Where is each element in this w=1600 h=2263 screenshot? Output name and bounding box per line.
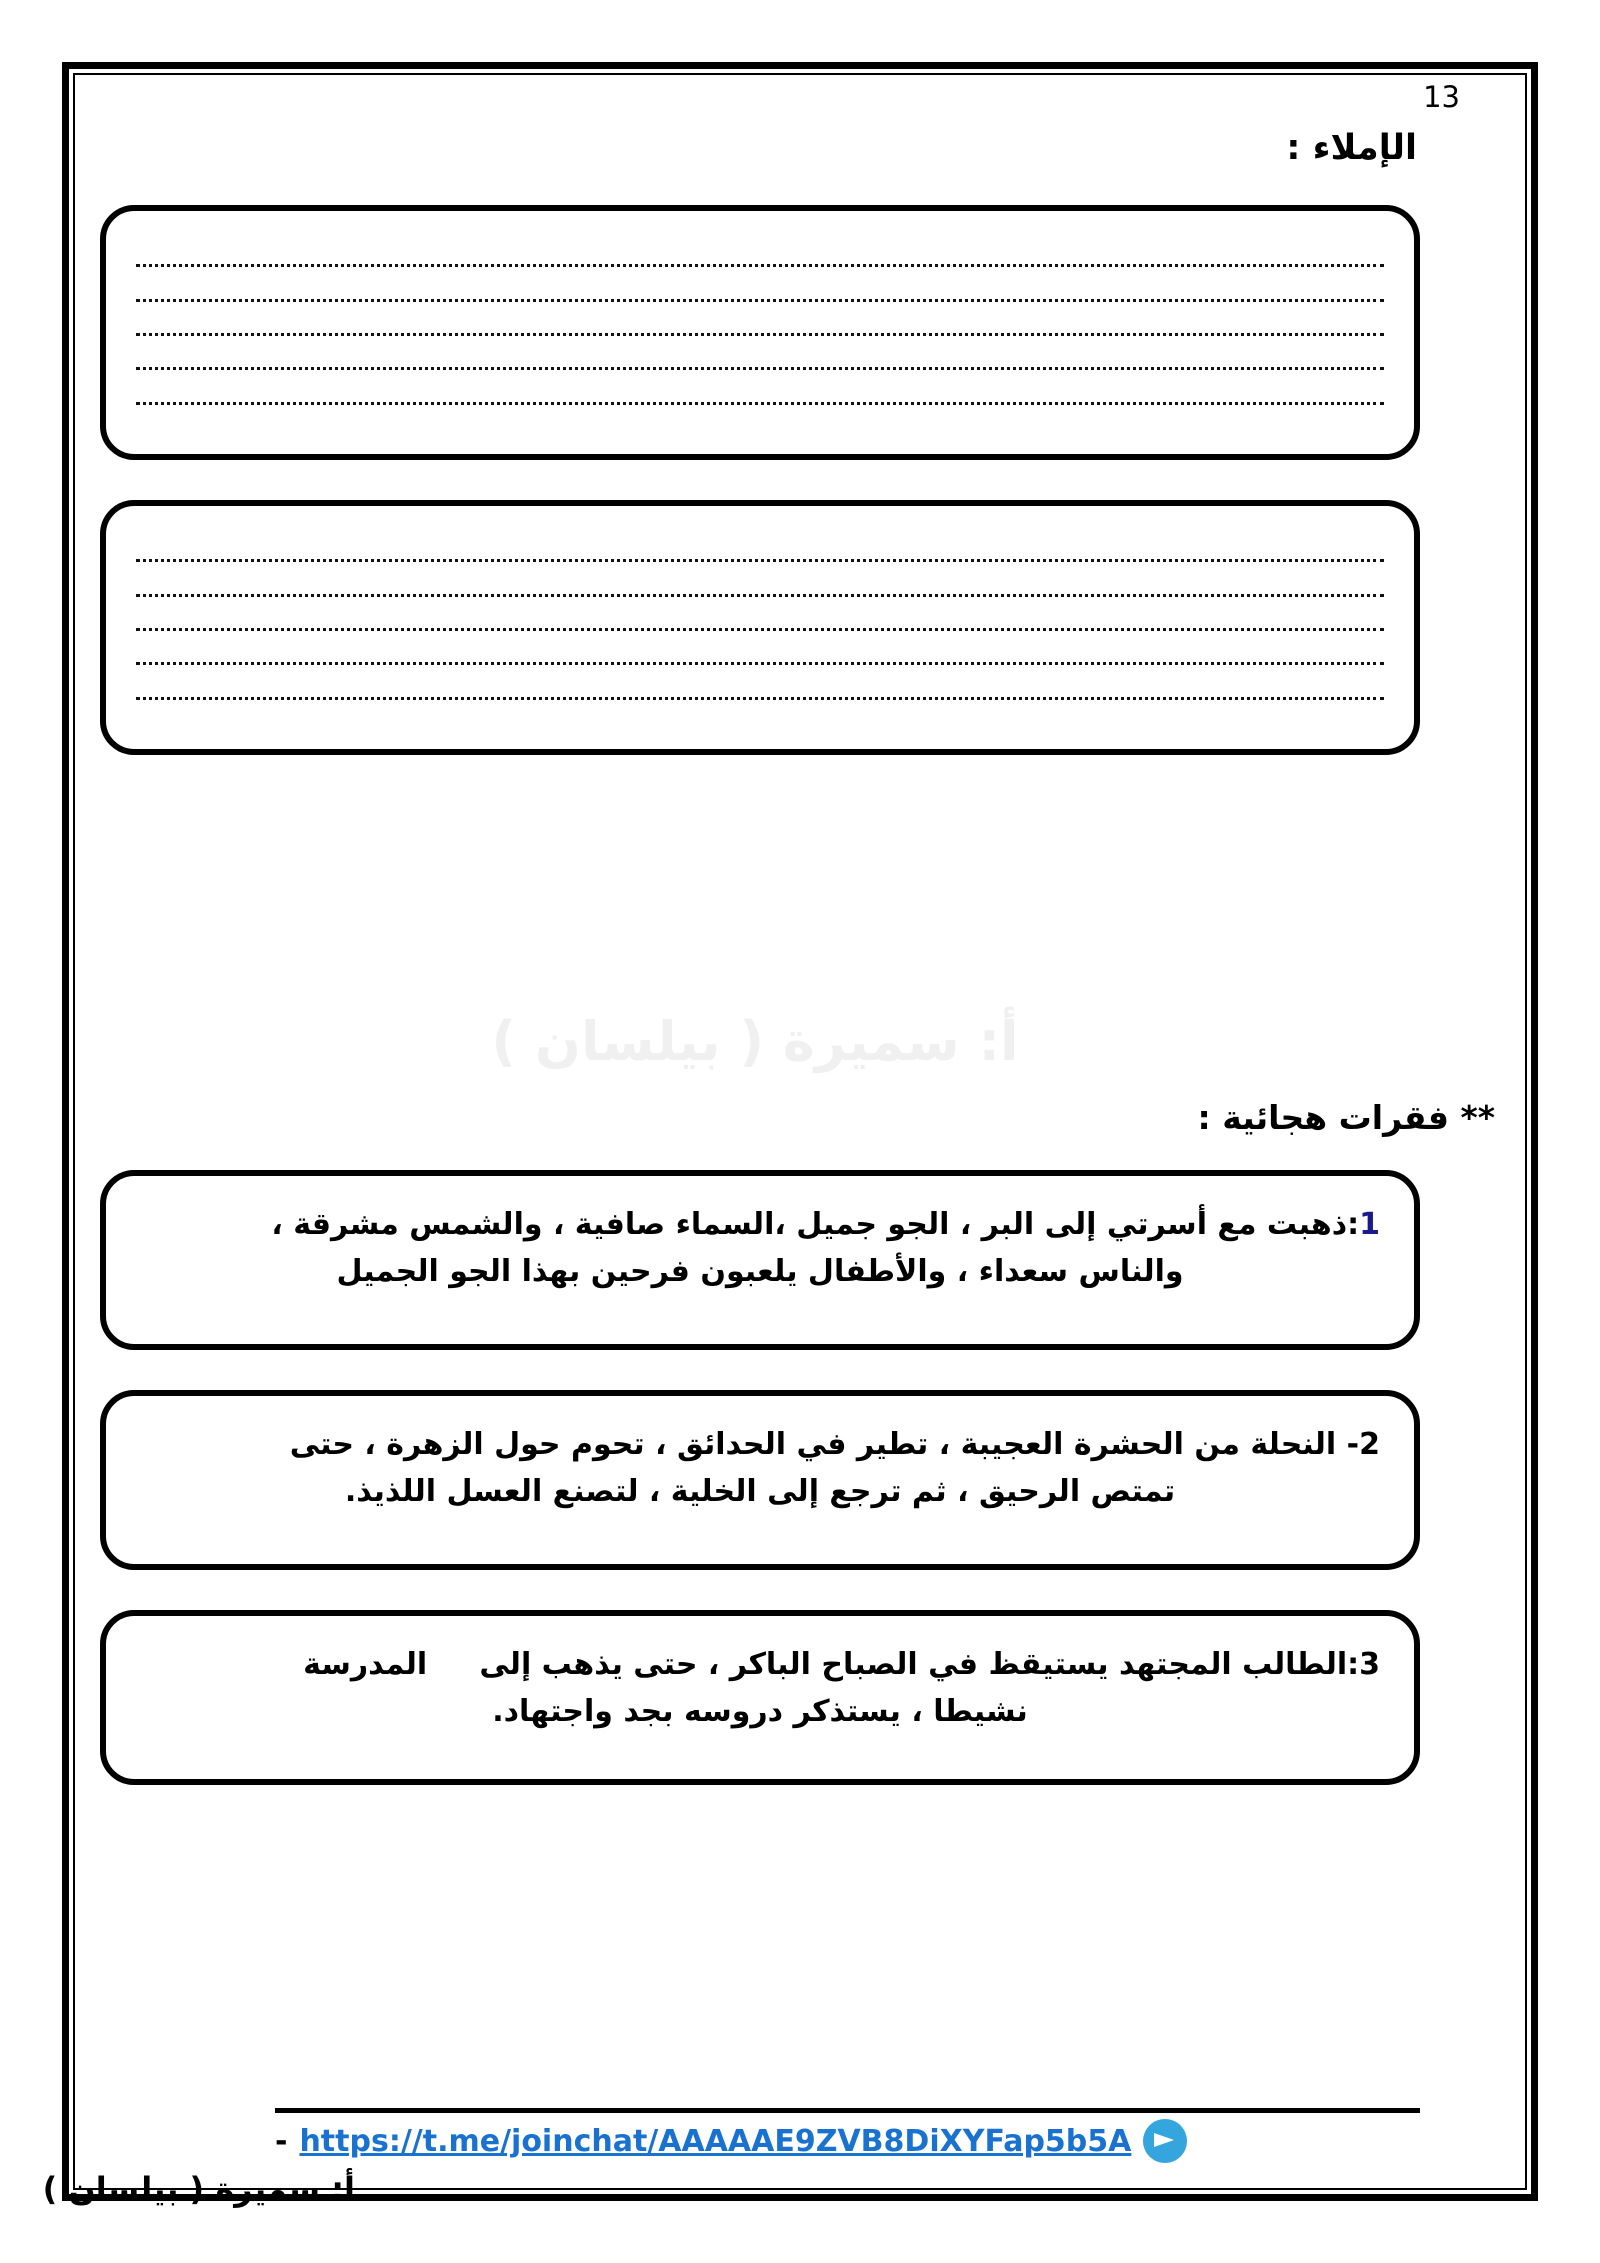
dotted-writing-line <box>136 662 1384 665</box>
paragraph-1-line-2: والناس سعداء ، والأطفال يلعبون فرحين بهذا الجو الجميل <box>336 1253 1184 1289</box>
page-content <box>42 80 1515 2208</box>
watermark-text: أ: سميرة ( بيلسان ) <box>491 1010 1019 1073</box>
paragraph-2-line-2: تمتص الرحيق ، ثم ترجع إلى الخلية ، لتصنع العسل اللذيذ. <box>344 1473 1176 1509</box>
dotted-writing-line <box>136 402 1384 405</box>
author-signature: أ: سميرة ( بيلسان ) <box>42 2170 355 2208</box>
dictation-box-1[interactable] <box>100 205 1420 460</box>
dotted-writing-line <box>136 299 1384 302</box>
telegram-join-link[interactable]: https://t.me/joinchat/AAAAAE9ZVB8DiXYFap5b5A <box>299 2123 1132 2159</box>
paragraph-1-line-1: 1:ذهبت مع أسرتي إلى البر ، الجو جميل ،السماء صافية ، والشمس مشرقة ، <box>271 1207 1380 1242</box>
paragraph-3-line-1: 3:الطالب المجتهد يستيقظ في الصباح الباكر ، حتى يذهب إلى المدرسة <box>303 1647 1380 1682</box>
paragraph-box-3 <box>100 1610 1420 1785</box>
dotted-writing-line <box>136 594 1384 597</box>
dotted-writing-line <box>136 628 1384 631</box>
telegram-icon[interactable] <box>1143 2119 1187 2163</box>
paragraph-box-2 <box>100 1390 1420 1570</box>
dotted-line-group <box>136 233 1384 436</box>
page-title: الإملاء : <box>1286 128 1417 168</box>
paragraph-3-line-2: نشيطا ، يستذكر دروسه بجد واجتهاد. <box>492 1693 1028 1729</box>
section-heading-spelling-paragraphs: ** فقرات هجائية : <box>1197 1098 1495 1137</box>
dotted-writing-line <box>136 333 1384 336</box>
footer-dash: - <box>275 2123 288 2159</box>
dotted-writing-line <box>136 264 1384 267</box>
dotted-writing-line <box>136 559 1384 562</box>
paragraph-1-number: 1 <box>1359 1207 1380 1242</box>
paragraph-2-line-1: 2- النحلة من الحشرة العجيبة ، تطير في الحدائق ، تحوم حول الزهرة ، حتى <box>289 1427 1380 1462</box>
dotted-writing-line <box>136 367 1384 370</box>
dictation-box-2[interactable] <box>100 500 1420 755</box>
footer-link-row <box>275 2115 1425 2167</box>
page-number: 13 <box>1423 80 1460 114</box>
paragraph-box-1 <box>100 1170 1420 1350</box>
dotted-writing-line <box>136 697 1384 700</box>
dotted-line-group <box>136 528 1384 731</box>
footer-divider <box>275 2108 1420 2113</box>
